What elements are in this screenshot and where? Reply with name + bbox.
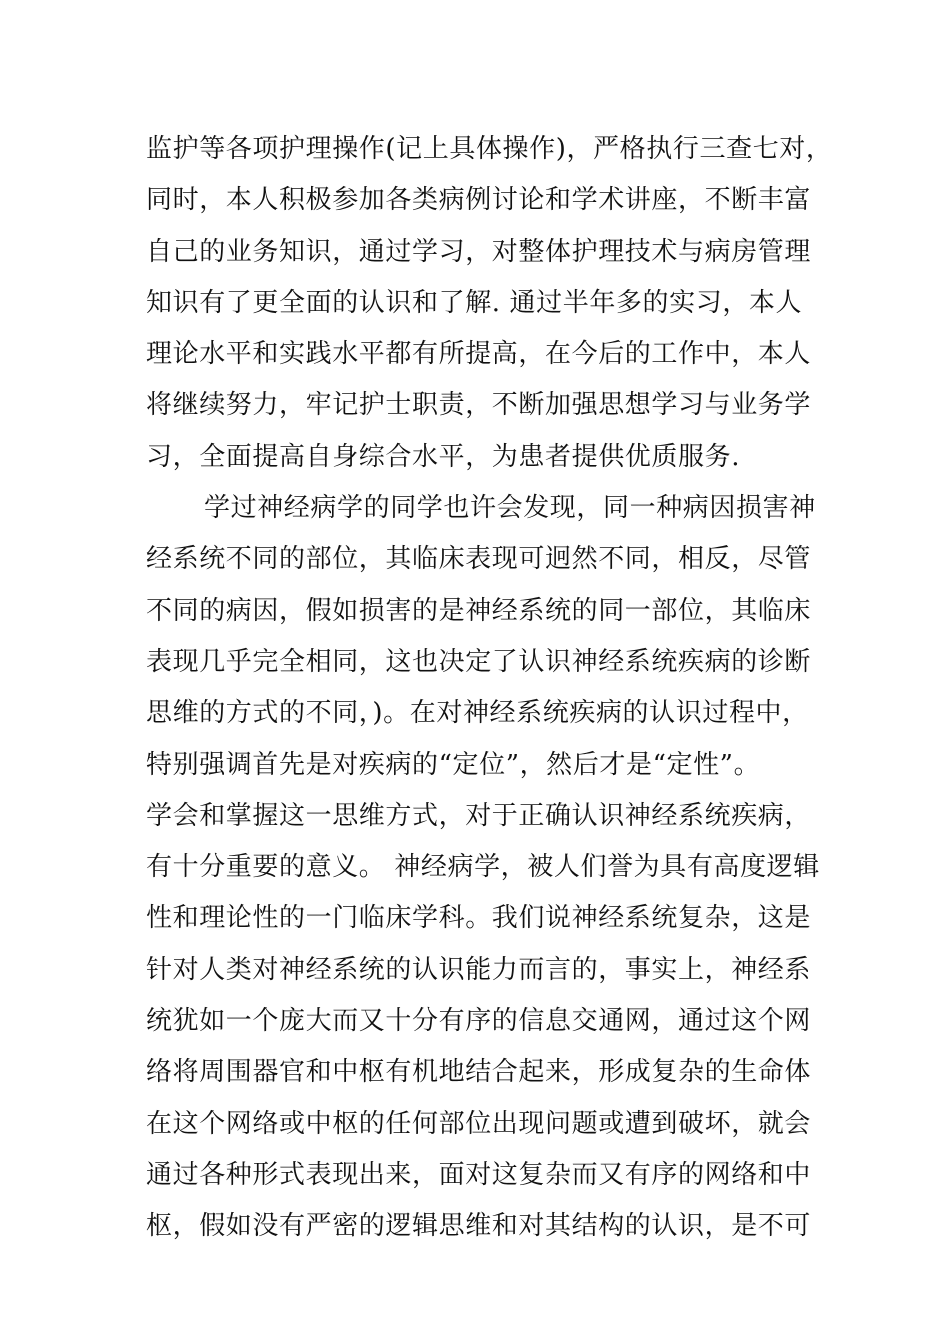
text-line: 不同的病因，假如损害的是神经系统的同一部位，其临床 bbox=[146, 595, 812, 626]
text-line: 思维的方式的不同，)。在对神经系统疾病的认识过程中， bbox=[146, 698, 809, 729]
text-line: 针对人类对神经系统的认识能力而言的，事实上，神经系 bbox=[146, 954, 812, 985]
text-line: 理论水平和实践水平都有所提高，在今后的工作中，本人 bbox=[146, 339, 812, 370]
text-line: 监护等各项护理操作(记上具体操作)，严格执行三查七对， bbox=[146, 134, 833, 164]
text-line: 络将周围器官和中枢有机地结合起来，形成复杂的生命体 bbox=[146, 1057, 812, 1088]
text-line: 在这个网络或中枢的任何部位出现问题或遭到破坏，就会 bbox=[146, 1108, 812, 1139]
text-line: 有十分重要的意义。 神经病学，被人们誉为具有高度逻辑 bbox=[146, 852, 820, 883]
text-line: 经系统不同的部位，其临床表现可迥然不同，相反，尽管 bbox=[146, 544, 812, 575]
text-line: 枢，假如没有严密的逻辑思维和对其结构的认识，是不可 bbox=[146, 1211, 812, 1242]
paragraph-first-line: 学过神经病学的同学也许会发现，同一种病因损害神 bbox=[204, 493, 816, 524]
text-line: 统犹如一个庞大而又十分有序的信息交通网，通过这个网 bbox=[146, 1006, 812, 1037]
text-line: 习，全面提高自身综合水平，为患者提供优质服务. bbox=[146, 441, 741, 472]
text-line: 学会和掌握这一思维方式，对于正确认识神经系统疾病， bbox=[146, 800, 812, 831]
text-line: 特别强调首先是对疾病的“定位”，然后才是“定性”。 bbox=[146, 749, 761, 780]
text-line: 知识有了更全面的认识和了解. 通过半年多的实习，本人 bbox=[146, 287, 803, 318]
text-line: 表现几乎完全相同，这也决定了认识神经系统疾病的诊断 bbox=[146, 646, 812, 677]
text-line: 将继续努力，牢记护士职责，不断加强思想学习与业务学 bbox=[146, 390, 812, 421]
text-line: 通过各种形式表现出来，面对这复杂而又有序的网络和中 bbox=[146, 1159, 812, 1190]
text-line: 性和理论性的一门临床学科。我们说神经系统复杂，这是 bbox=[146, 903, 812, 934]
body-text bbox=[146, 124, 833, 1253]
text-line: 同时，本人积极参加各类病例讨论和学术讲座，不断丰富 bbox=[146, 185, 812, 216]
text-line: 自己的业务知识，通过学习，对整体护理技术与病房管理 bbox=[146, 236, 812, 267]
